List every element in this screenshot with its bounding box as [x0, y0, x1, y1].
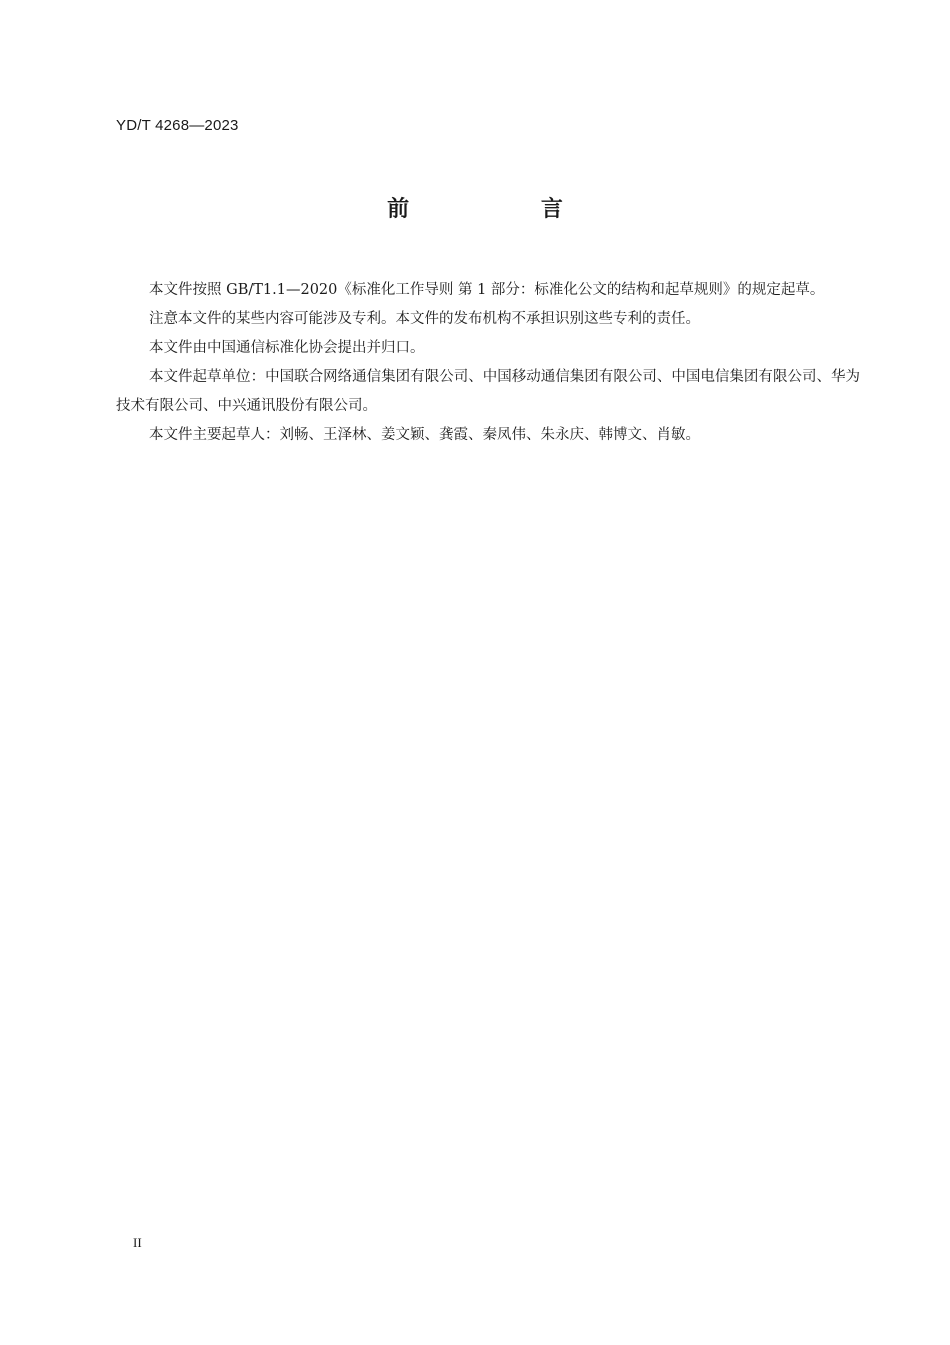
document-code: YD/T 4268—2023: [116, 117, 239, 134]
paragraph-drafters: 本文件主要起草人：刘畅、王泽林、姜文颖、龚霞、秦凤伟、朱永庆、韩博文、肖敏。: [149, 427, 700, 443]
paragraph-patent-notice: 注意本文件的某些内容可能涉及专利。本文件的发布机构不承担识别这些专利的责任。: [149, 311, 700, 327]
paragraph-drafting-rules: 本文件按照 GB/T1.1—2020《标准化工作导则 第 1 部分：标准化公文的结构和起草规则》的规定起草。: [149, 282, 825, 298]
foreword-body: [116, 276, 860, 450]
page-number: II: [133, 1235, 142, 1250]
page-title: 前 言: [387, 197, 625, 222]
paragraph-drafting-units: 本文件起草单位：中国联合网络通信集团有限公司、中国移动通信集团有限公司、中国电信集团有限公司、华为技术有限公司、中兴通讯股份有限公司。: [116, 369, 860, 414]
paragraph-proposer: 本文件由中国通信标准化协会提出并归口。: [149, 340, 425, 356]
